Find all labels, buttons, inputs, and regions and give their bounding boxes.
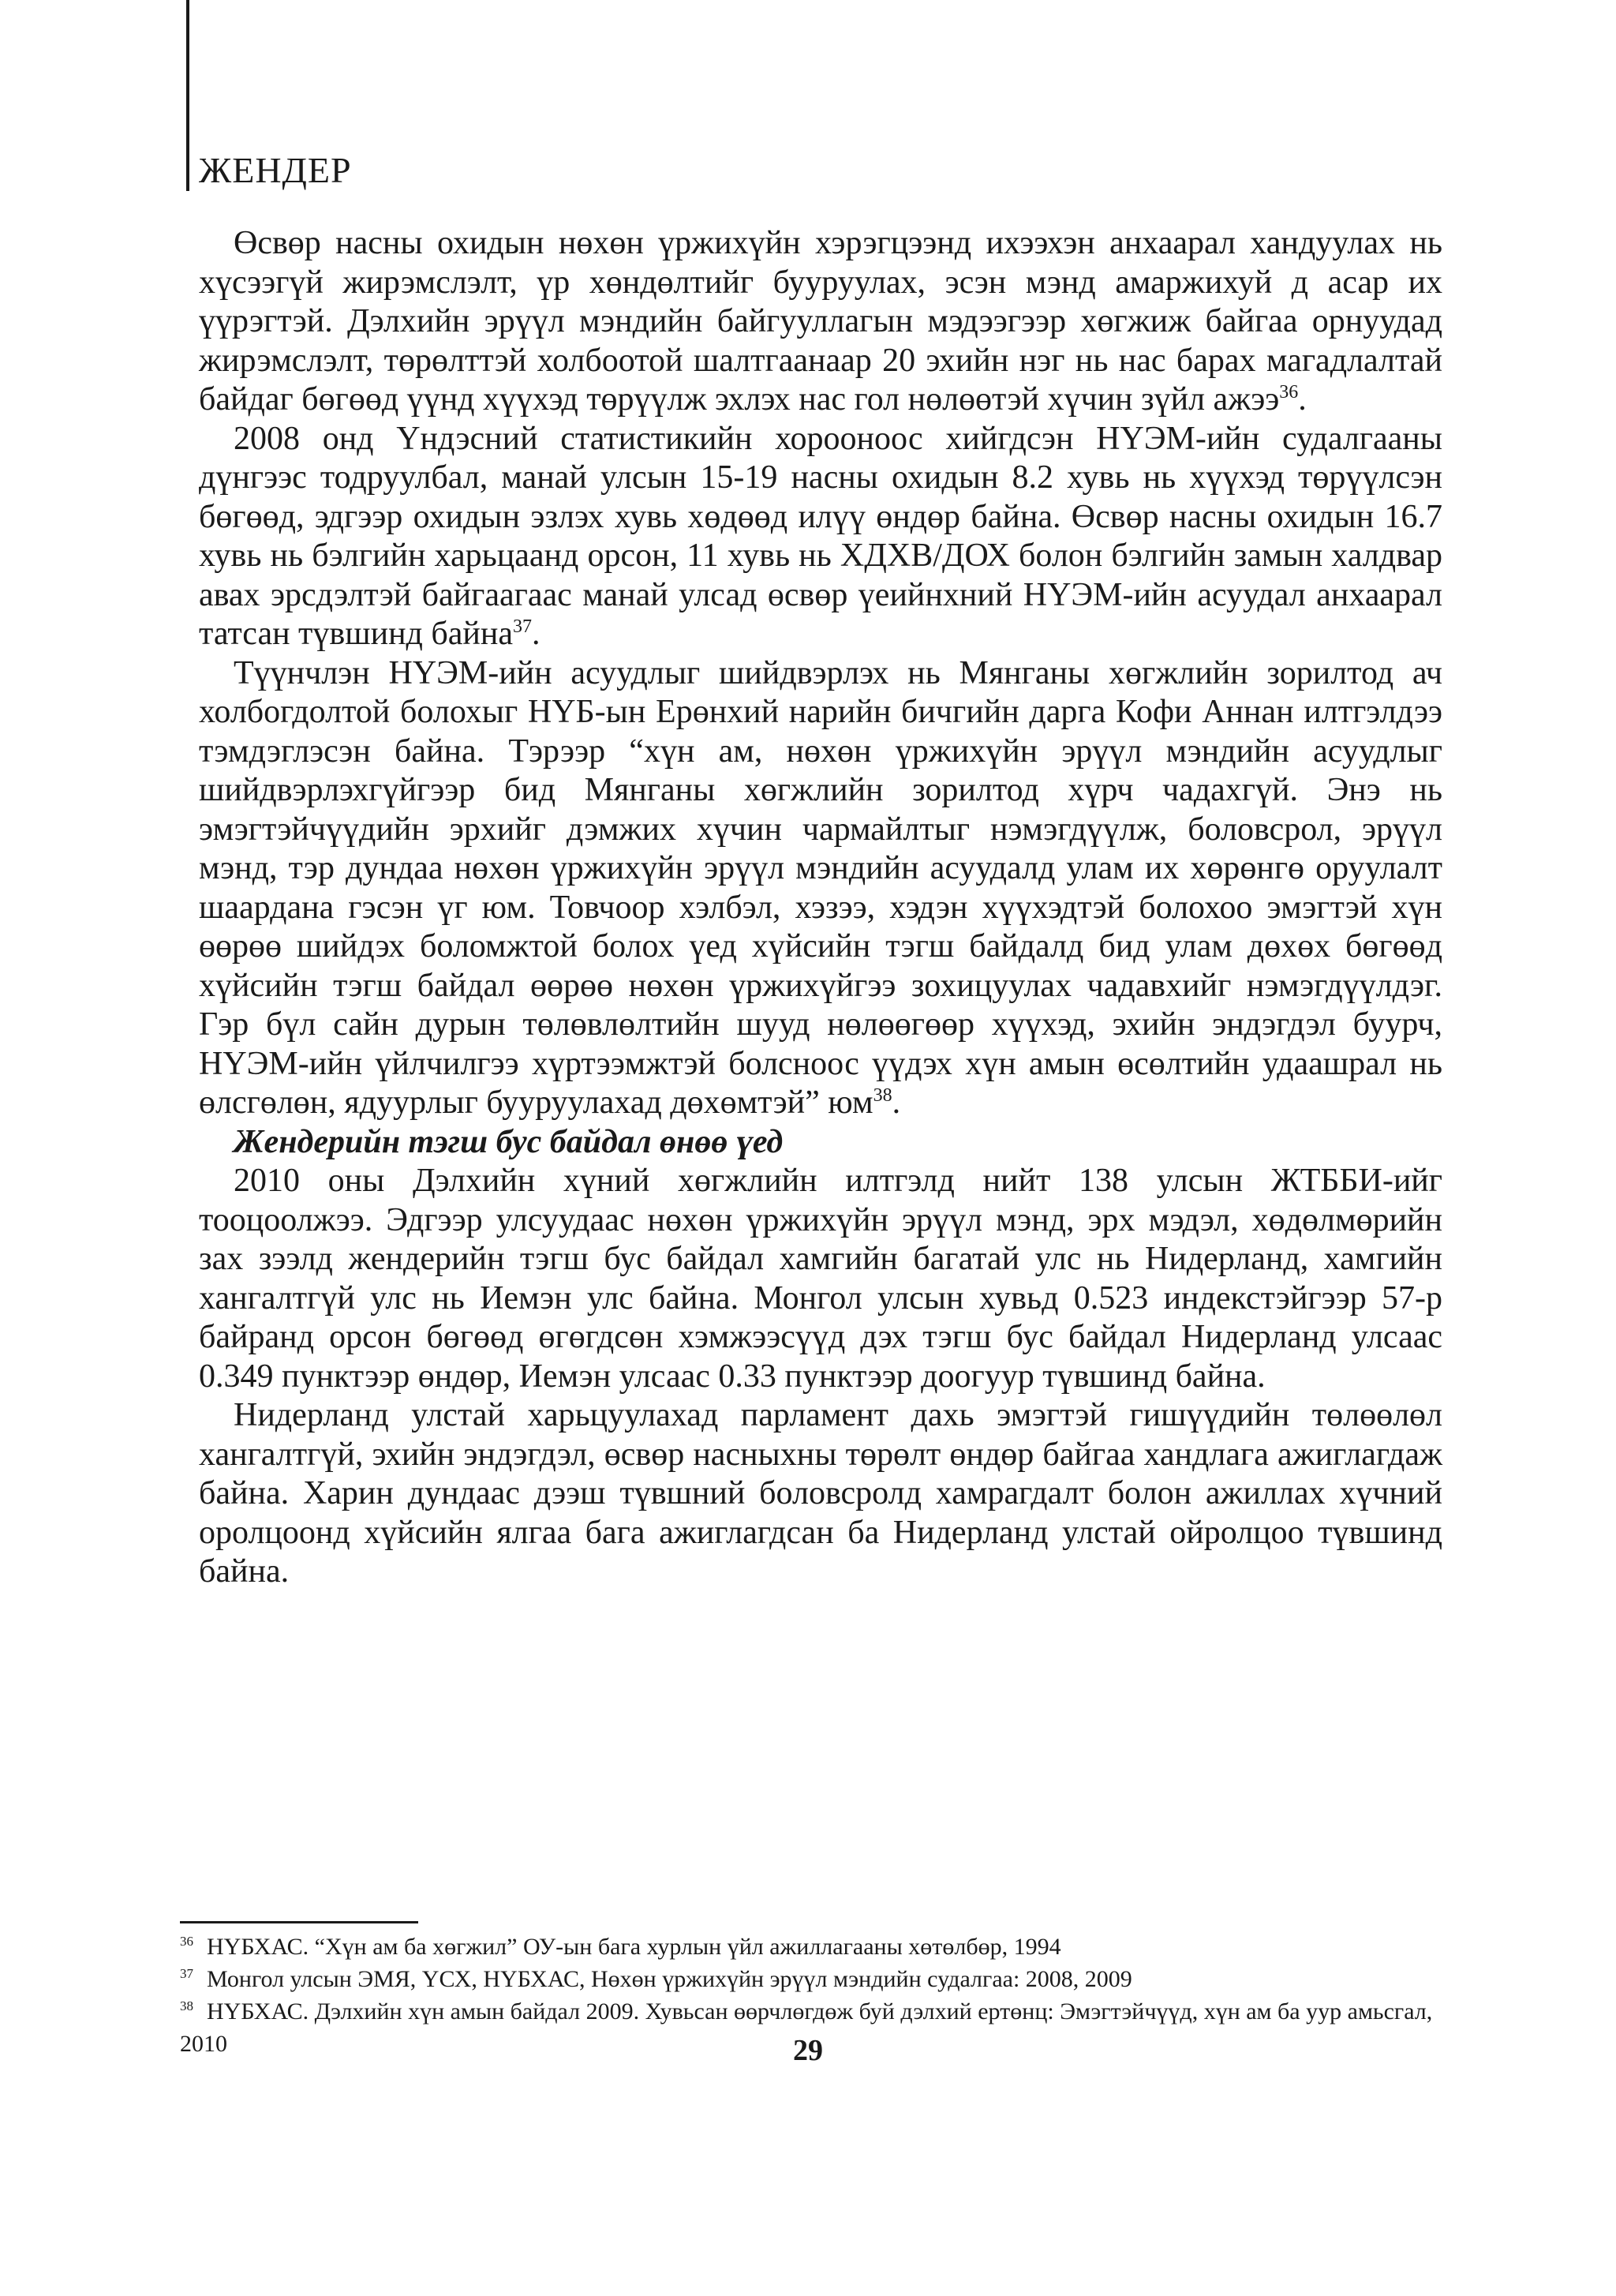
footnote-37: 37 Монгол улсын ЭМЯ, ҮСХ, НҮБХАС, Нөхөн үржихүйн эрүүл мэндийн судалгаа: 2008, 2009 — [180, 1966, 1132, 1992]
chapter-vertical-rule — [186, 0, 189, 191]
footnote-separator — [180, 1921, 418, 1923]
paragraph-3-tail: . — [892, 1084, 901, 1121]
paragraph-1-tail: . — [1298, 381, 1307, 418]
paragraph-3-text: Түүнчлэн НҮЭМ-ийн асуудлыг шийдвэрлэх нь Мянганы хөгжлийн зорилтод ач холбогдолтой болохыг НҮБ-ын Ерөнхий нарийн бичгийн дарга Кофи Аннан илтгэлдээ тэмдэглэсэн байна. Тэрээр “хүн ам, нөхөн үржихүйн эрүүл мэндийн асуудлыг шийдвэрлэхгүйгээр бид Мянганы хөгжлийн зорилтод хүрч чадахгүй. Энэ нь эмэгтэйчүүдийн эрхийг дэмжих хүчин чармайлтыг нэмэгдүүлж, боловсрол, эрүүл мэнд, тэр дундаа нөхөн үржихүйн эрүүл мэндийн асуудалд улам их хөрөнгө оруулалт шаардана гэсэн үг юм. Товчоор хэлбэл, хэзээ, хэдэн хүүхэдтэй болохоо эмэгтэй хүн өөрөө шийдэх боломжтой болох үед хүйсийн тэгш байдалд бид улам дөхөх бөгөөд хүйсийн тэгш байдал өөрөө нөхөн үржихүйгээ зохицуулах чадавхийг нэмэгдүүлдэг. Гэр бүл сайн дурын төлөвлөлтийн шууд нөлөөгөөр хүүхэд, эхийн эндэгдэл буурч, НҮЭМ-ийн үйлчилгээ хүртээмжтэй болсноос үүдэх хүн амын өсөлтийн удаашрал нь өлсгөлөн, ядуурлыг бууруулахад дөхөмтэй” юм — [199, 654, 1442, 1121]
footnote-text: НҮБХАС. Дэлхийн хүн амын байдал 2009. Хувьсан өөрчлөгдөж буй дэлхий ертөнц: Эмэгтэйчүүд, хүн ам ба уур амьсгал, 2010 — [180, 1998, 1433, 2057]
paragraph-2-text: 2008 онд Үндэсний статистикийн хорооноос хийгдсэн НҮЭМ-ийн судалгааны дүнгээс тодруулбал, манай улсын 15-19 насны охидын 8.2 хувь нь хүүхэд төрүүлсэн бөгөөд, эдгээр охидын эзлэх хувь хөдөөд илүү өндөр байна. Өсвөр насны охидын 16.7 хувь нь бэлгийн харьцаанд орсон, 11 хувь нь ХДХВ/ДОХ болон бэлгийн замын халдвар авах эрсдэлтэй байгаагаас манай улсад өсвөр үеийнхний НҮЭМ-ийн асуудал анхаарал татсан түвшинд байна — [199, 420, 1442, 652]
section-paragraph-1: 2010 оны Дэлхийн хүний хөгжлийн илтгэлд нийт 138 улсын ЖТББИ-ийг тооцоолжээ. Эдгээр улсуудаас нөхөн үржихүйн эрүүл мэнд, эрх мэдэл, хөдөлмөрийн зах зээлд жендерийн тэгш бус байдал хамгийн багатай улс нь Нидерланд, хамгийн хангалтгүй улс нь Иемэн улс байна. Монгол улсын хувьд 0.523 индекстэйгээр 57-р байранд орсон бөгөөд өгөгдсөн хэмжээсүүд дэх тэгш бус байдал Нидерланд улсаас 0.349 пунктээр өндөр, Иемэн улсаас 0.33 пунктээр доогуур түвшинд байна. — [199, 1163, 1442, 1395]
paragraph-1 — [199, 224, 1442, 420]
section-heading: Жендерийн тэгш бус байдал өнөө үед — [234, 1123, 784, 1160]
footnote-ref-38[interactable]: 38 — [873, 1085, 892, 1106]
footnote-ref-36[interactable]: 36 — [1279, 382, 1299, 403]
footnote-38: 38 НҮБХАС. Дэлхийн хүн амын байдал 2009. Хувьсан өөрчлөгдөж буй дэлхий ертөнц: Эмэгтэйчүүд, хүн ам ба уур амьсгал, 2010 — [180, 1998, 1433, 2057]
footnote-36: 36 НҮБХАС. “Хүн ам ба хөгжил” ОУ-ын бага хурлын үйл ажиллагааны хөтөлбөр, 1994 — [180, 1934, 1061, 1960]
section-paragraph-2: Нидерланд улстай харьцуулахад парламент дахь эмэгтэй гишүүдийн төлөөлөл хангалтгүй, эхийн эндэгдэл, өсвөр насныхны төрөлт өндөр байгаа хандлага ажиглагдаж байна. Харин дундаас дээш түвшний боловсролд хамрагдалт болон ажиллах хүчний оролцоонд хүйсийн ялгаа бага ажиглагдсан ба Нидерланд улстай ойролцоо түвшинд байна. — [199, 1397, 1442, 1590]
page-number: 29 — [793, 2034, 823, 2067]
footnote-text: Монгол улсын ЭМЯ, ҮСХ, НҮБХАС, Нөхөн үржихүйн эрүүл мэндийн судалгаа: 2008, 2009 — [207, 1966, 1132, 1992]
footnote-text: НҮБХАС. “Хүн ам ба хөгжил” ОУ-ын бага хурлын үйл ажиллагааны хөтөлбөр, 1994 — [207, 1934, 1061, 1960]
paragraph-3 — [199, 654, 1442, 1123]
footnote-ref-37[interactable]: 37 — [513, 616, 533, 637]
body-text — [199, 224, 1442, 1592]
paragraph-1-text: Өсвөр насны охидын нөхөн үржихүйн хэрэгцээнд ихээхэн анхаарал хандуулах нь хүсээгүй жирэмслэлт, үр хөндөлтийг бууруулах, эсэн мэнд амаржихуй д асар их үүрэгтэй. Дэлхийн эрүүл мэндийн байгууллагын мэдээгээр хөгжиж байгаа орнуудад жирэмслэлт, төрөлттэй холбоотой шалтгаанаар 20 эхийн нэг нь нас барах магадлалтай байдаг бөгөөд үүнд хүүхэд төрүүлж эхлэх нас гол нөлөөтэй хүчин зүйл ажээ — [199, 225, 1442, 418]
chapter-title: ЖЕНДЕР — [199, 150, 352, 190]
paragraph-2 — [199, 420, 1442, 654]
paragraph-2-tail: . — [532, 616, 541, 652]
